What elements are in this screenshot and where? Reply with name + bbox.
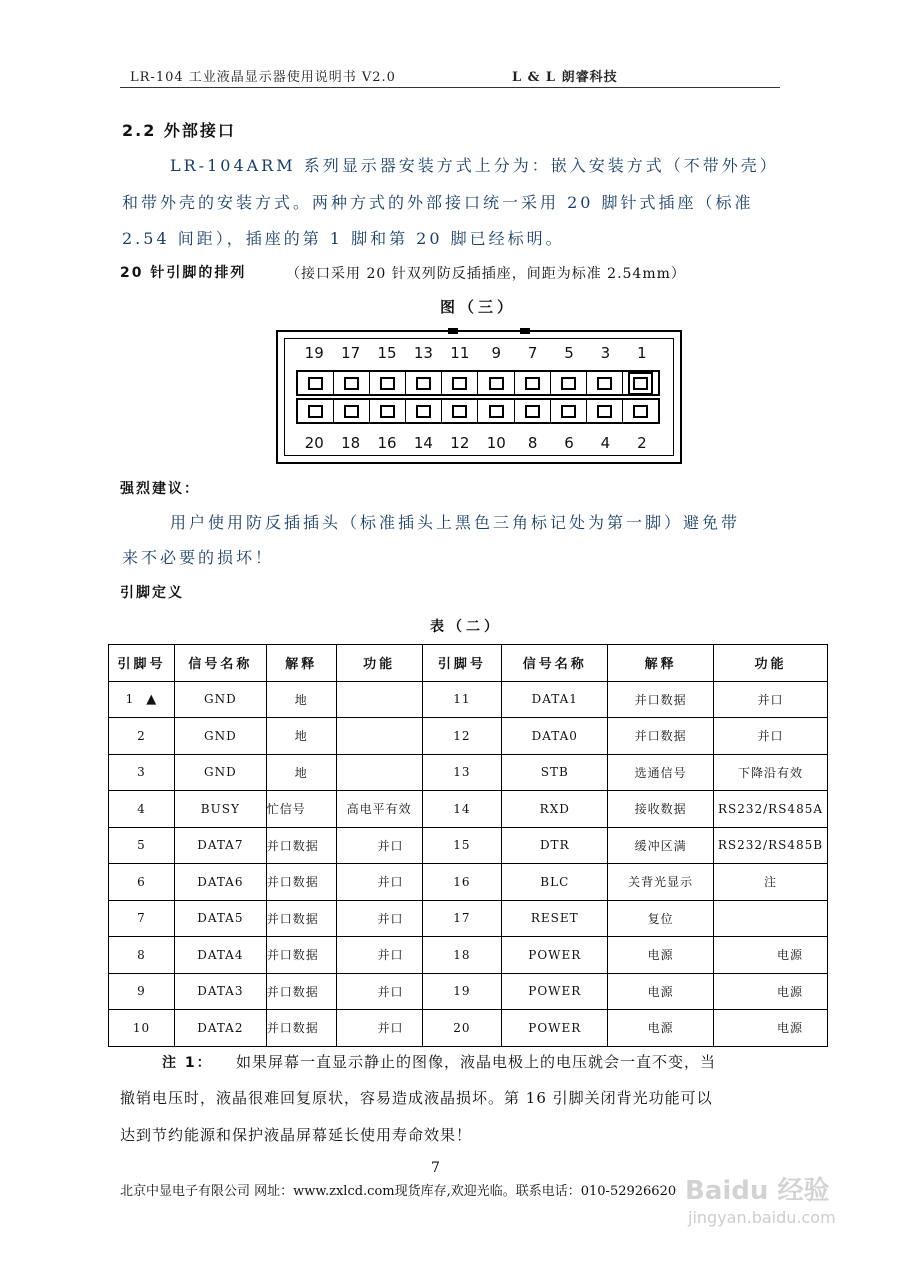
cell-text: 电源	[776, 984, 803, 999]
cell-pin-no	[109, 864, 175, 901]
cell-pin-no	[422, 900, 502, 937]
cell-text: DATA3	[197, 984, 244, 999]
cell-function	[713, 1010, 827, 1047]
cell-description	[266, 827, 336, 864]
cell-function	[336, 827, 422, 864]
cell-text: 地	[294, 692, 308, 707]
cell-pin-no	[109, 937, 175, 974]
header-divider	[120, 87, 780, 88]
pin-number: 8	[527, 434, 538, 452]
cell-text: GND	[203, 765, 237, 780]
cell-text: 18	[453, 947, 471, 962]
header-signal-name: 信号名称	[174, 645, 266, 682]
cell-text: POWER	[528, 947, 582, 962]
header-description: 解释	[266, 645, 336, 682]
cell-text: 电源	[776, 948, 803, 963]
cell-text: BUSY	[200, 801, 240, 816]
intro-line-3: 2.54 间距），插座的第 1 脚和第 20 脚已经标明。	[122, 229, 565, 248]
intro-line-2: 和带外壳的安装方式。两种方式的外部接口统一采用 20 脚针式插座（标准	[122, 193, 754, 212]
cell-text: STB	[540, 765, 569, 780]
cell-text: 8	[137, 947, 146, 962]
cell-signal-name	[502, 864, 608, 901]
cell-text: DATA5	[197, 911, 244, 926]
connector-pin-row-odd	[296, 370, 660, 396]
cell-description	[608, 718, 714, 755]
cell-function	[336, 791, 422, 828]
cell-pin-no	[422, 718, 502, 755]
note-line-2: 撤销电压时，液晶很难回复原状，容易造成液晶损坏。第 16 引脚关闭背光功能可以	[120, 1089, 713, 1107]
cell-function	[713, 900, 827, 937]
connector-key-notch	[520, 328, 530, 334]
pin-socket	[515, 400, 551, 422]
pin-socket	[298, 372, 334, 394]
footer-text: 北京中显电子有限公司 网址：www.zxlcd.com现货库存,欢迎光临。联系电话：010-52926620	[120, 1184, 677, 1199]
cell-text: 并口	[377, 948, 404, 963]
table-body	[109, 681, 828, 1046]
pin-socket	[406, 372, 442, 394]
cell-signal-name	[174, 791, 266, 828]
pin-socket	[370, 372, 406, 394]
cell-function	[713, 973, 827, 1010]
pin-socket	[370, 400, 406, 422]
cell-text: 6	[137, 874, 146, 889]
pin-socket	[478, 372, 514, 394]
cell-text: 接收数据	[634, 802, 687, 817]
cell-signal-name	[502, 900, 608, 937]
cell-text: 并口	[757, 692, 784, 707]
table-row	[109, 754, 828, 791]
cell-text: 并口数据	[266, 875, 319, 890]
cell-function	[713, 754, 827, 791]
cell-description	[266, 864, 336, 901]
cell-text: DTR	[539, 838, 570, 853]
cell-pin-no	[109, 900, 175, 937]
cell-signal-name	[174, 681, 266, 718]
cell-text: POWER	[528, 1020, 582, 1035]
cell-signal-name	[502, 973, 608, 1010]
header-function: 功能	[336, 645, 422, 682]
cell-text: BLC	[540, 874, 570, 889]
cell-signal-name	[174, 718, 266, 755]
cell-signal-name	[174, 754, 266, 791]
cell-text: 高电平有效	[346, 802, 412, 817]
pin-1-triangle-icon: ▲	[146, 691, 158, 707]
cell-text: 并口数据	[266, 984, 319, 999]
table-row	[109, 937, 828, 974]
pin-layout-desc: （接口采用 20 针双列防反插插座，间距为标准 2.54mm）	[286, 266, 686, 282]
table-row	[109, 900, 828, 937]
cell-text: 忙信号	[266, 802, 306, 817]
pin-socket	[298, 400, 334, 422]
cell-pin-no	[422, 1010, 502, 1047]
cell-function	[713, 791, 827, 828]
cell-text: 9	[137, 984, 146, 999]
pin-layout-title: 20 针引脚的排列	[120, 265, 247, 281]
cell-text: 注	[763, 875, 777, 890]
cell-text: 并口数据	[634, 729, 687, 744]
cell-description	[266, 681, 336, 718]
cell-function	[336, 754, 422, 791]
pin-number: 2	[637, 434, 647, 452]
pin-number: 14	[413, 434, 433, 452]
cell-pin-no	[109, 718, 175, 755]
cell-signal-name	[502, 681, 608, 718]
pin-number: 13	[413, 344, 433, 362]
cell-text: DATA7	[197, 838, 244, 853]
pin-number: 1	[637, 344, 647, 362]
cell-pin-no	[109, 1010, 175, 1047]
pin-number: 5	[564, 344, 574, 362]
pin-socket	[515, 372, 551, 394]
header-pin-no: 引脚号	[109, 645, 175, 682]
pin-socket	[478, 400, 514, 422]
pin-number: 12	[450, 434, 470, 452]
advice-line-1: 用户使用防反插插头（标准插头上黑色三角标记处为第一脚）避免带	[170, 513, 741, 532]
cell-description	[266, 791, 336, 828]
pin-definition-table	[108, 644, 828, 1047]
cell-pin-no	[422, 937, 502, 974]
pin-socket	[587, 400, 623, 422]
cell-text: GND	[203, 728, 237, 743]
cell-text: 7	[137, 911, 146, 926]
cell-text: DATA4	[197, 947, 244, 962]
pin-socket	[587, 372, 623, 394]
cell-text: 电源	[647, 948, 674, 963]
cell-text: 10	[132, 1020, 151, 1035]
pin-number: 15	[377, 344, 397, 362]
page-number: 7	[431, 1160, 440, 1176]
cell-text: POWER	[528, 984, 582, 999]
cell-text: 11	[453, 692, 471, 707]
table-row	[109, 973, 828, 1010]
cell-text: 1	[125, 691, 135, 706]
header-pin-no: 引脚号	[422, 645, 502, 682]
table-row	[109, 791, 828, 828]
cell-text: 13	[453, 765, 471, 780]
pin-number: 7	[527, 344, 538, 362]
cell-description	[266, 718, 336, 755]
pin-socket	[442, 400, 478, 422]
pin-socket	[334, 372, 370, 394]
cell-text: 并口数据	[266, 1021, 319, 1036]
cell-description	[608, 937, 714, 974]
table-row	[109, 864, 828, 901]
cell-description	[608, 754, 714, 791]
cell-text: 12	[453, 728, 471, 743]
cell-pin-no	[109, 791, 175, 828]
cell-pin-no	[422, 791, 502, 828]
cell-text: 4	[137, 801, 146, 816]
cell-function	[336, 1010, 422, 1047]
pin-number: 17	[341, 344, 361, 362]
cell-text: GND	[203, 692, 237, 707]
cell-description	[608, 973, 714, 1010]
cell-signal-name	[502, 827, 608, 864]
cell-signal-name	[174, 937, 266, 974]
cell-text: 20	[453, 1020, 471, 1035]
table-label: 表（二）	[430, 619, 502, 635]
table-row	[109, 681, 828, 718]
cell-text: 3	[137, 765, 146, 780]
connector-diagram	[276, 330, 682, 464]
cell-text: 下降沿有效	[737, 765, 803, 780]
note-label: 注 1：	[162, 1055, 213, 1071]
cell-text: 地	[294, 729, 308, 744]
pin-socket	[623, 400, 658, 422]
cell-text: 并口	[377, 1021, 404, 1036]
cell-text: 15	[453, 838, 471, 853]
pin-socket	[406, 400, 442, 422]
baidu-watermark-url: jingyan.baidu.com	[688, 1208, 836, 1227]
pin-number: 3	[600, 344, 611, 362]
table-row	[109, 827, 828, 864]
cell-text: 并口数据	[266, 911, 319, 926]
cell-function	[713, 827, 827, 864]
cell-text: 并口	[377, 838, 404, 853]
cell-function	[713, 864, 827, 901]
cell-signal-name	[502, 937, 608, 974]
baidu-watermark-logo: Baidu 经验	[685, 1176, 830, 1206]
section-title: 2.2 外部接口	[122, 121, 236, 140]
table-row	[109, 718, 828, 755]
cell-text: 选通信号	[634, 765, 687, 780]
cell-signal-name	[502, 791, 608, 828]
cell-function	[336, 718, 422, 755]
connector-top-numbers	[296, 344, 660, 362]
cell-description	[608, 1010, 714, 1047]
cell-text: 并口	[377, 984, 404, 999]
cell-function	[713, 718, 827, 755]
cell-text: 14	[453, 801, 471, 816]
cell-description	[266, 937, 336, 974]
table-row	[109, 1010, 828, 1047]
advice-title: 强烈建议：	[120, 481, 200, 497]
pin-number: 10	[486, 434, 506, 452]
cell-text: 并口	[757, 729, 784, 744]
cell-function	[336, 681, 422, 718]
cell-signal-name	[174, 864, 266, 901]
cell-text: 并口数据	[266, 948, 319, 963]
figure-label: 图（三）	[440, 298, 517, 316]
cell-text: 2	[137, 728, 146, 743]
cell-text: RESET	[530, 911, 579, 926]
cell-text: RS232/RS485B	[717, 838, 824, 853]
cell-text: 并口	[377, 875, 404, 890]
cell-description	[266, 973, 336, 1010]
pin-def-title: 引脚定义	[120, 585, 184, 601]
header-description: 解释	[608, 645, 714, 682]
advice-line-2: 来不必要的损坏！	[122, 548, 275, 567]
cell-text: 复位	[647, 911, 674, 926]
cell-text: 电源	[647, 984, 674, 999]
pin-number: 9	[491, 344, 501, 362]
cell-text: DATA6	[197, 874, 244, 889]
cell-pin-no	[109, 973, 175, 1010]
cell-function	[336, 864, 422, 901]
cell-signal-name	[502, 718, 608, 755]
cell-text: 地	[294, 765, 308, 780]
cell-signal-name	[502, 754, 608, 791]
cell-description	[266, 900, 336, 937]
cell-text: 并口数据	[634, 692, 687, 707]
note-line-3: 达到节约能源和保护液晶屏幕延长使用寿命效果！	[120, 1126, 473, 1144]
cell-text: DATA1	[531, 692, 578, 707]
note-line-1: 如果屏幕一直显示静止的图像，液晶电极上的电压就会一直不变，当	[236, 1053, 717, 1071]
cell-pin-no	[422, 973, 502, 1010]
pin-number: 6	[564, 434, 574, 452]
cell-signal-name	[174, 900, 266, 937]
cell-pin-no	[422, 754, 502, 791]
pin-number: 16	[377, 434, 397, 452]
cell-text: 5	[137, 838, 146, 853]
cell-text: 电源	[647, 1021, 674, 1036]
cell-description	[608, 900, 714, 937]
connector-key-notch	[448, 328, 458, 334]
cell-pin-no	[422, 827, 502, 864]
cell-text: 电源	[776, 1021, 803, 1036]
cell-function	[713, 681, 827, 718]
intro-line-1: LR-104ARM 系列显示器安装方式上分为：嵌入安装方式（不带外壳）	[170, 156, 779, 175]
cell-text: 17	[453, 911, 471, 926]
connector-bottom-numbers	[296, 434, 660, 452]
pin-number: 18	[341, 434, 361, 452]
cell-description	[266, 1010, 336, 1047]
cell-function	[336, 937, 422, 974]
pin-number: 20	[304, 434, 324, 452]
cell-pin-no	[109, 754, 175, 791]
cell-description	[608, 791, 714, 828]
cell-signal-name	[174, 973, 266, 1010]
table-header-row	[109, 645, 828, 682]
cell-text: 缓冲区满	[634, 838, 687, 853]
header-function: 功能	[713, 645, 827, 682]
cell-text: DATA2	[197, 1020, 244, 1035]
cell-text: RS232/RS485A	[717, 801, 823, 816]
cell-text: 并口数据	[266, 838, 319, 853]
cell-signal-name	[174, 827, 266, 864]
cell-pin-no	[109, 681, 175, 718]
pin-socket	[334, 400, 370, 422]
pin-number: 4	[600, 434, 611, 452]
cell-text: RXD	[539, 801, 570, 816]
pin-1-socket	[623, 372, 658, 394]
cell-description	[608, 681, 714, 718]
cell-description	[608, 864, 714, 901]
header-signal-name: 信号名称	[502, 645, 608, 682]
cell-signal-name	[174, 1010, 266, 1047]
connector-pin-row-even	[296, 398, 660, 424]
cell-pin-no	[422, 681, 502, 718]
cell-description	[266, 754, 336, 791]
pin-number: 11	[450, 344, 470, 362]
cell-text: DATA0	[531, 728, 578, 743]
cell-function	[336, 900, 422, 937]
cell-text: 19	[453, 984, 471, 999]
cell-text: 关背光显示	[628, 875, 694, 890]
cell-description	[608, 827, 714, 864]
cell-text: 并口	[377, 911, 404, 926]
cell-signal-name	[502, 1010, 608, 1047]
cell-function	[713, 937, 827, 974]
header-doc-title: LR-104 工业液晶显示器使用说明书 V2.0	[130, 70, 396, 85]
pin-socket	[551, 400, 587, 422]
cell-text: 16	[453, 874, 471, 889]
pin-number: 19	[304, 344, 324, 362]
cell-pin-no	[422, 864, 502, 901]
pin-socket	[551, 372, 587, 394]
header-company: L & L 朗睿科技	[512, 70, 618, 85]
cell-pin-no	[109, 827, 175, 864]
cell-function	[336, 973, 422, 1010]
pin-socket	[442, 372, 478, 394]
